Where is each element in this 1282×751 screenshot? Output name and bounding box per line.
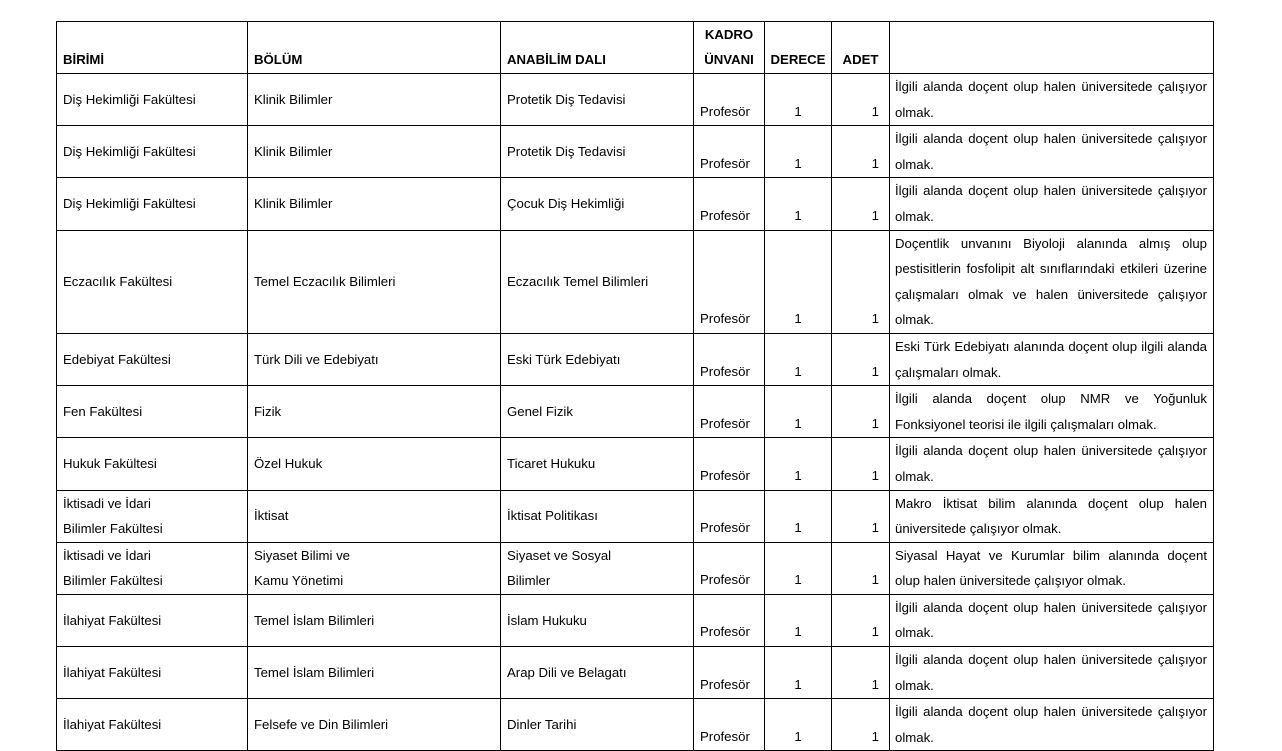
anabilim-dali-cell: Arap Dili ve Belagatı <box>501 647 694 699</box>
anabilim-dali-cell: Genel Fizik <box>501 386 694 438</box>
header-kadro-unvani <box>694 22 765 74</box>
adet-cell: 1 <box>832 542 890 594</box>
birimi-cell: İlahiyat Fakültesi <box>57 594 248 646</box>
bolum-cell <box>248 542 501 594</box>
adet-cell: 1 <box>832 333 890 385</box>
bolum-cell: Klinik Bilimler <box>248 74 501 126</box>
derece-cell: 1 <box>765 594 832 646</box>
derece-cell: 1 <box>765 386 832 438</box>
table-header-row <box>57 22 1214 74</box>
adet-cell: 1 <box>832 594 890 646</box>
aciklama-cell: İlgili alanda doçent olup NMR ve Yoğunluk Fonksiyonel teorisi ile ilgili çalışmaları olmak. <box>890 386 1214 438</box>
aciklama-cell: İlgili alanda doçent olup halen üniversitede çalışıyor olmak. <box>890 699 1214 751</box>
birimi-cell: Eczacılık Fakültesi <box>57 230 248 333</box>
birimi-cell-line: Bilimler Fakültesi <box>63 573 163 589</box>
bolum-cell: Temel Eczacılık Bilimleri <box>248 230 501 333</box>
kadro-unvani-cell: Profesör <box>694 490 765 542</box>
birimi-cell <box>57 542 248 594</box>
birimi-cell: Edebiyat Fakültesi <box>57 333 248 385</box>
adet-cell: 1 <box>832 126 890 178</box>
anabilim-dali-cell: İktisat Politikası <box>501 490 694 542</box>
anabilim-dali-cell: Eczacılık Temel Bilimleri <box>501 230 694 333</box>
header-anabilim-dali: ANABİLİM DALI <box>501 22 694 74</box>
derece-cell: 1 <box>765 438 832 490</box>
kadro-unvani-cell: Profesör <box>694 230 765 333</box>
anabilim-dali-cell: İslam Hukuku <box>501 594 694 646</box>
anabilim-dali-cell: Eski Türk Edebiyatı <box>501 333 694 385</box>
table-row <box>57 333 1214 385</box>
anabilim-dali-cell-line: Siyaset ve Sosyal <box>507 547 612 563</box>
adet-cell: 1 <box>832 74 890 126</box>
derece-cell: 1 <box>765 74 832 126</box>
derece-cell: 1 <box>765 126 832 178</box>
kadro-unvani-cell: Profesör <box>694 74 765 126</box>
kadro-unvani-cell: Profesör <box>694 386 765 438</box>
aciklama-cell: İlgili alanda doçent olup halen üniversitede çalışıyor olmak. <box>890 647 1214 699</box>
birimi-cell: Fen Fakültesi <box>57 386 248 438</box>
birimi-cell: Diş Hekimliği Fakültesi <box>57 74 248 126</box>
derece-cell: 1 <box>765 542 832 594</box>
aciklama-cell: İlgili alanda doçent olup halen üniversitede çalışıyor olmak. <box>890 74 1214 126</box>
table-body <box>57 74 1214 751</box>
birimi-cell: İlahiyat Fakültesi <box>57 647 248 699</box>
header-aciklama <box>890 22 1214 74</box>
derece-cell: 1 <box>765 490 832 542</box>
bolum-cell: Özel Hukuk <box>248 438 501 490</box>
header-adet: ADET <box>832 22 890 74</box>
birimi-cell-line: İktisadi ve İdari <box>63 547 151 563</box>
aciklama-cell: İlgili alanda doçent olup halen üniversitede çalışıyor olmak. <box>890 594 1214 646</box>
kadro-unvani-cell: Profesör <box>694 438 765 490</box>
adet-cell: 1 <box>832 490 890 542</box>
adet-cell: 1 <box>832 647 890 699</box>
kadro-unvani-cell: Profesör <box>694 542 765 594</box>
anabilim-dali-cell: Protetik Diş Tedavisi <box>501 74 694 126</box>
table-row <box>57 542 1214 594</box>
adet-cell: 1 <box>832 230 890 333</box>
aciklama-cell: İlgili alanda doçent olup halen üniversitede çalışıyor olmak. <box>890 126 1214 178</box>
adet-cell: 1 <box>832 699 890 751</box>
header-kadro-line1: KADRO <box>704 27 754 42</box>
bolum-cell: Temel İslam Bilimleri <box>248 647 501 699</box>
bolum-cell: İktisat <box>248 490 501 542</box>
table-row <box>57 386 1214 438</box>
bolum-cell: Klinik Bilimler <box>248 178 501 230</box>
birimi-cell: İlahiyat Fakültesi <box>57 699 248 751</box>
birimi-cell-line: İktisadi ve İdari <box>63 495 151 511</box>
birimi-cell <box>57 490 248 542</box>
aciklama-cell: İlgili alanda doçent olup halen üniversitede çalışıyor olmak. <box>890 178 1214 230</box>
kadro-unvani-cell: Profesör <box>694 647 765 699</box>
header-kadro-line2: ÜNVANI <box>704 52 754 67</box>
derece-cell: 1 <box>765 647 832 699</box>
bolum-cell: Fizik <box>248 386 501 438</box>
anabilim-dali-cell <box>501 542 694 594</box>
anabilim-dali-cell: Protetik Diş Tedavisi <box>501 126 694 178</box>
staff-position-table <box>56 21 1214 751</box>
bolum-cell: Klinik Bilimler <box>248 126 501 178</box>
header-birimi: BİRİMİ <box>57 22 248 74</box>
birimi-cell: Diş Hekimliği Fakültesi <box>57 178 248 230</box>
birimi-cell-line: Bilimler Fakültesi <box>63 521 163 537</box>
bolum-cell: Felsefe ve Din Bilimleri <box>248 699 501 751</box>
table-row <box>57 594 1214 646</box>
kadro-unvani-cell: Profesör <box>694 699 765 751</box>
derece-cell: 1 <box>765 230 832 333</box>
derece-cell: 1 <box>765 178 832 230</box>
bolum-cell: Temel İslam Bilimleri <box>248 594 501 646</box>
table-row <box>57 490 1214 542</box>
table-row <box>57 230 1214 333</box>
anabilim-dali-cell: Ticaret Hukuku <box>501 438 694 490</box>
header-bolum: BÖLÜM <box>248 22 501 74</box>
anabilim-dali-cell: Çocuk Diş Hekimliği <box>501 178 694 230</box>
bolum-cell-line: Kamu Yönetimi <box>254 573 344 589</box>
table-row <box>57 647 1214 699</box>
bolum-cell: Türk Dili ve Edebiyatı <box>248 333 501 385</box>
aciklama-cell: Doçentlik unvanını Biyoloji alanında almış olup pestisitlerin fosfolipit alt sınıflarındaki etkileri üzerine çalışmaları olmak ve halen üniversitede çalışıyor olmak. <box>890 230 1214 333</box>
adet-cell: 1 <box>832 386 890 438</box>
derece-cell: 1 <box>765 699 832 751</box>
aciklama-cell: Makro İktisat bilim alanında doçent olup halen üniversitede çalışıyor olmak. <box>890 490 1214 542</box>
anabilim-dali-cell-line: Bilimler <box>507 573 551 589</box>
aciklama-cell: Eski Türk Edebiyatı alanında doçent olup ilgili alanda çalışmaları olmak. <box>890 333 1214 385</box>
derece-cell: 1 <box>765 333 832 385</box>
kadro-unvani-cell: Profesör <box>694 333 765 385</box>
kadro-unvani-cell: Profesör <box>694 594 765 646</box>
table-row <box>57 699 1214 751</box>
aciklama-cell: Siyasal Hayat ve Kurumlar bilim alanında doçent olup halen üniversitede çalışıyor olmak. <box>890 542 1214 594</box>
table-row <box>57 126 1214 178</box>
header-derece: DERECE <box>765 22 832 74</box>
adet-cell: 1 <box>832 438 890 490</box>
birimi-cell: Hukuk Fakültesi <box>57 438 248 490</box>
adet-cell: 1 <box>832 178 890 230</box>
table-row <box>57 178 1214 230</box>
bolum-cell-line: Siyaset Bilimi ve <box>254 547 351 563</box>
anabilim-dali-cell: Dinler Tarihi <box>501 699 694 751</box>
kadro-unvani-cell: Profesör <box>694 126 765 178</box>
aciklama-cell: İlgili alanda doçent olup halen üniversitede çalışıyor olmak. <box>890 438 1214 490</box>
table-row <box>57 438 1214 490</box>
table-row <box>57 74 1214 126</box>
kadro-unvani-cell: Profesör <box>694 178 765 230</box>
birimi-cell: Diş Hekimliği Fakültesi <box>57 126 248 178</box>
